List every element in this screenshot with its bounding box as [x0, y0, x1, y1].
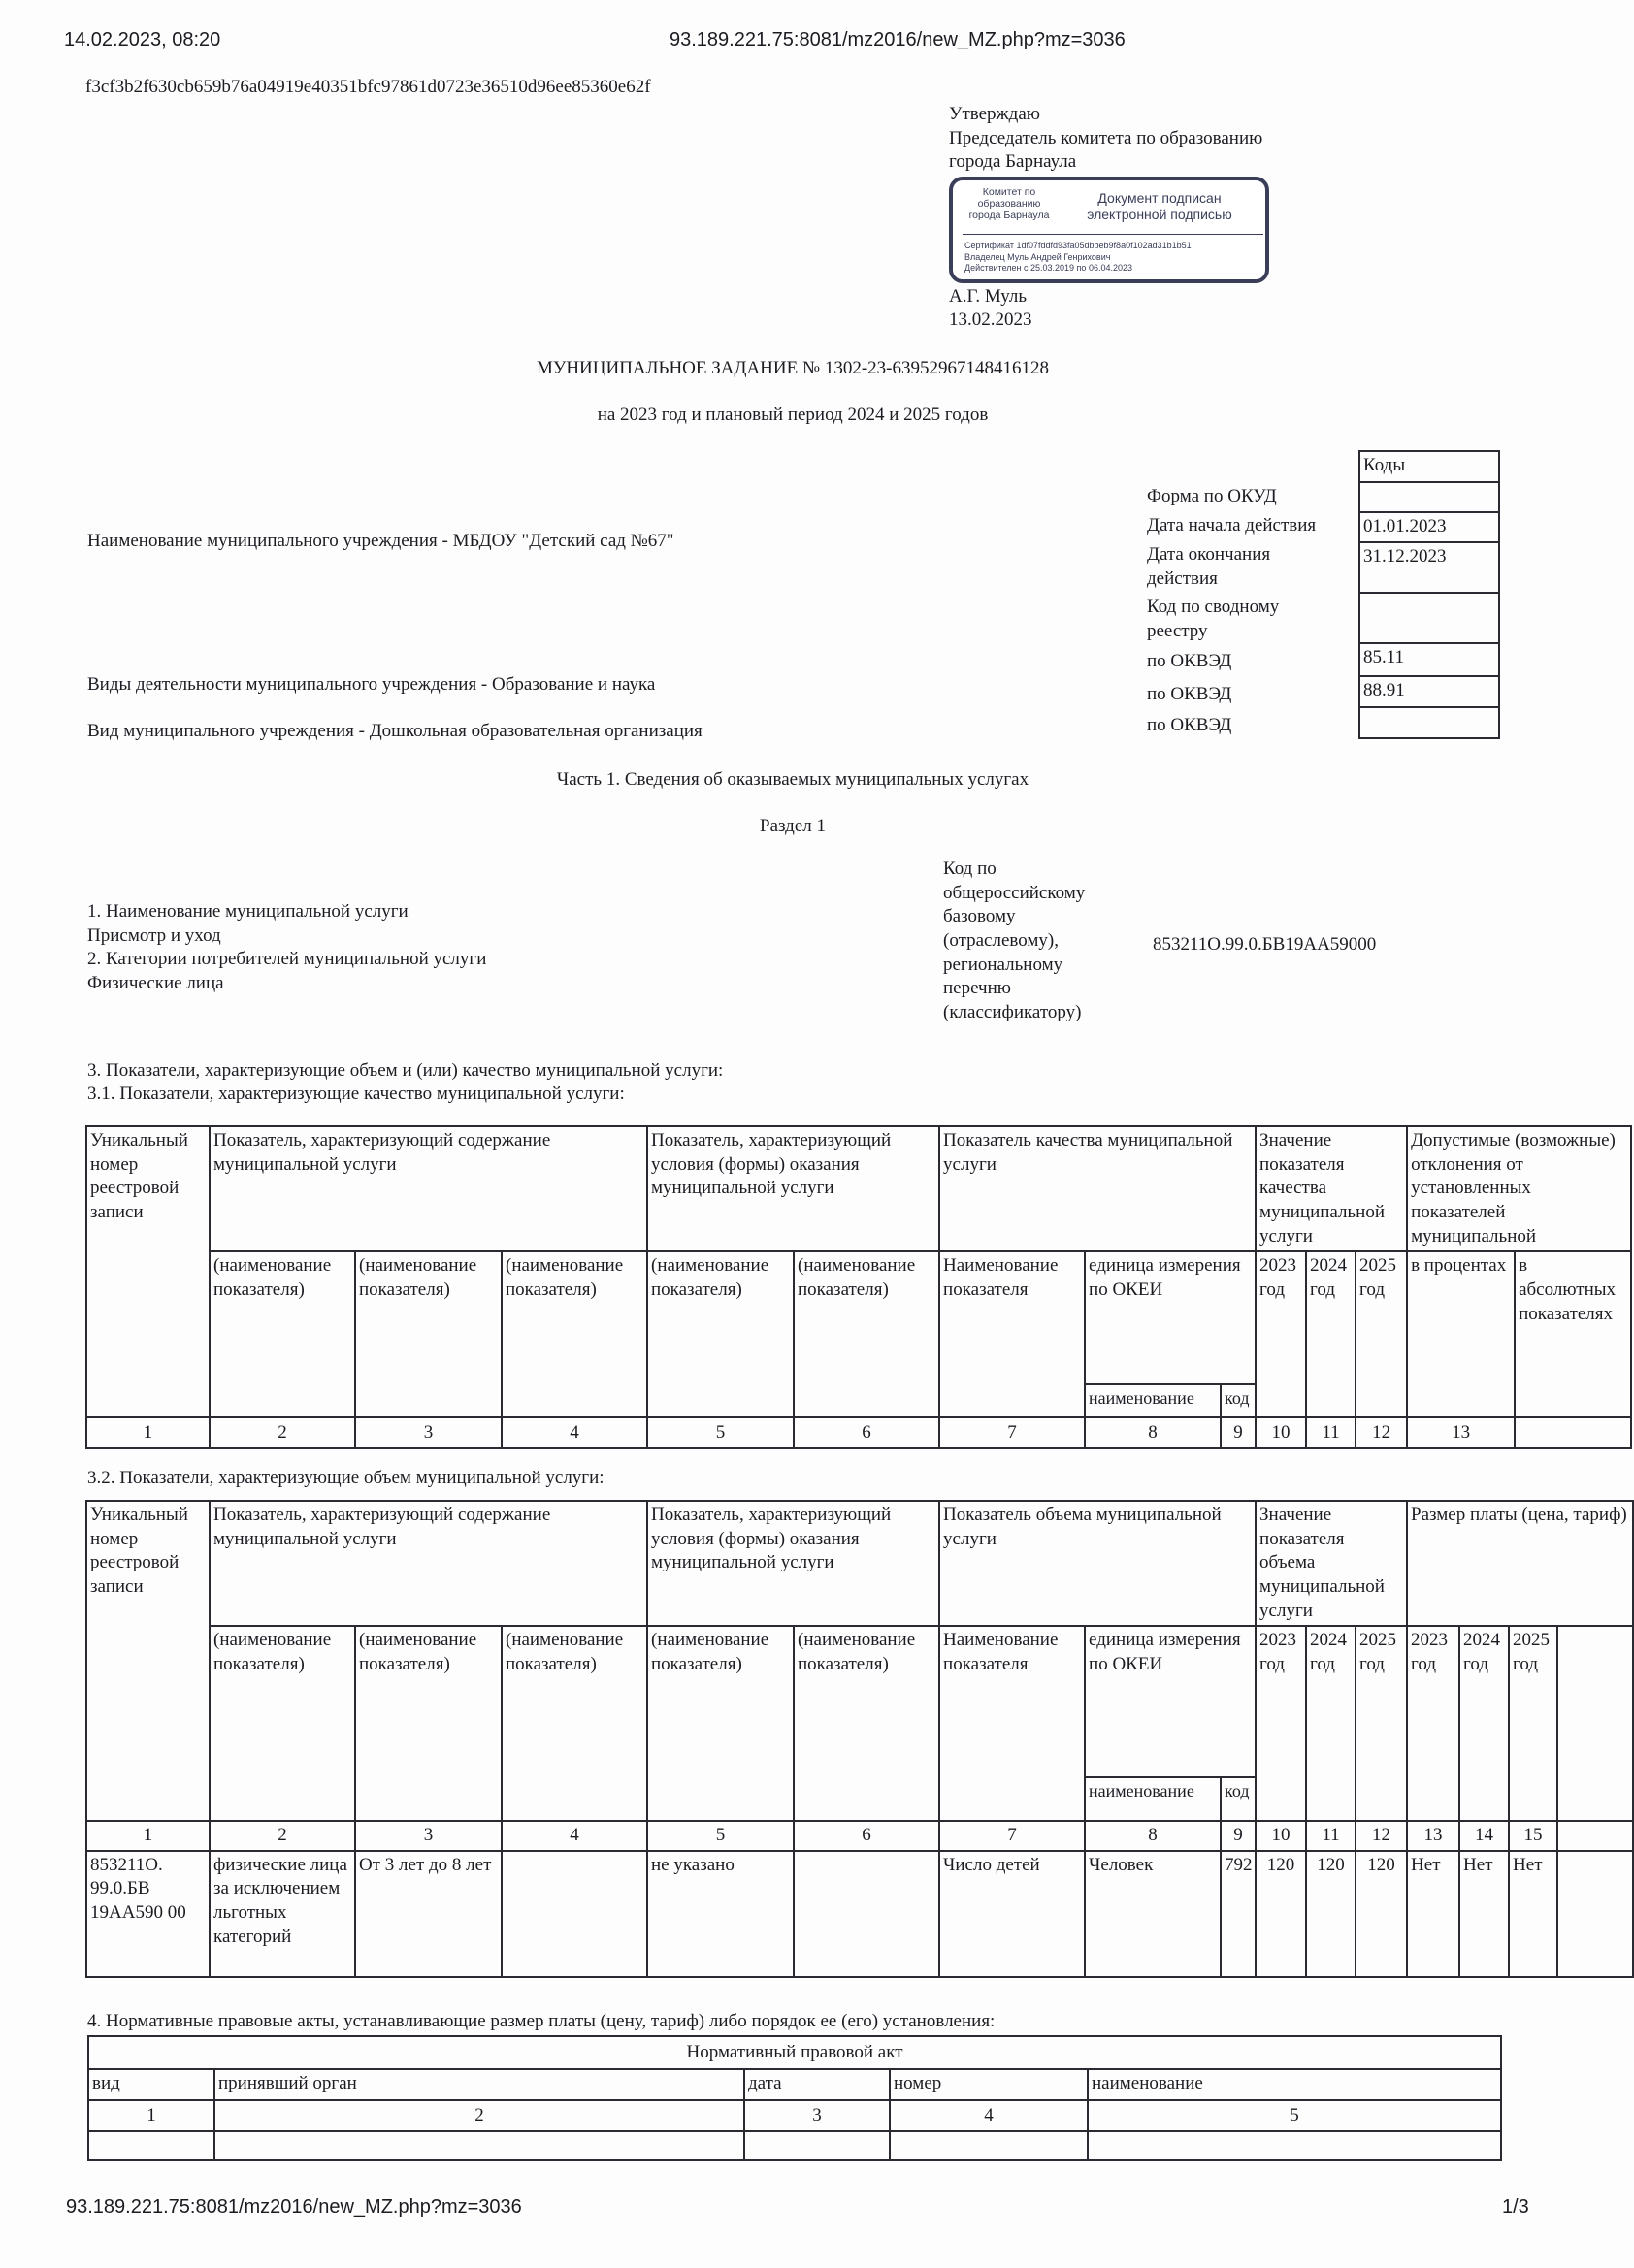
q-num-11: 11 — [1306, 1417, 1356, 1448]
q-col-value: Значение показателя качества муниципальной услуги — [1256, 1126, 1407, 1251]
v-row-condition2 — [794, 1851, 939, 1977]
q-unit: единица измерения по ОКЕИ — [1085, 1251, 1256, 1383]
volume-heading: 3.2. Показатели, характеризующие объем муниципальной услуги: — [87, 1468, 605, 1488]
legal-acts-heading: 4. Нормативные правовые акты, устанавливающие размер платы (цену, тариф) либо порядок ее (его) установления: — [87, 2011, 996, 2031]
v-num-4: 4 — [502, 1821, 647, 1851]
section-heading: Раздел 1 — [760, 816, 826, 836]
q-col-quality: Показатель качества муниципальной услуги — [939, 1126, 1256, 1251]
codes-label-okved2: по ОКВЭД — [1147, 684, 1232, 704]
q-sub-6: (наименование показателя) — [794, 1251, 939, 1417]
v-sub-6: (наименование показателя) — [794, 1626, 939, 1821]
codes-table — [1358, 450, 1500, 739]
legal-acts-table — [87, 2035, 1502, 2161]
legal-empty-2 — [214, 2131, 744, 2160]
q-num-10: 10 — [1256, 1417, 1306, 1448]
q-sub-4: (наименование показателя) — [502, 1251, 647, 1417]
document-hash: f3cf3b2f630cb659b76a04919e40351bfc97861d0723e36510d96ee85360e62f — [85, 77, 651, 97]
institution-name: Наименование муниципального учреждения - МБДОУ "Детский сад №67" — [87, 531, 674, 551]
v-price-2024: 2024 год — [1459, 1626, 1509, 1821]
v-row-condition1: не указано — [647, 1851, 794, 1977]
v-col-content: Показатель, характеризующий содержание муниципальной услуги — [210, 1501, 647, 1626]
service-info — [87, 900, 864, 996]
v-col-price: Размер платы (цена, тариф) — [1407, 1501, 1633, 1626]
legal-empty-3 — [744, 2131, 890, 2160]
stamp-org-line2: образованию — [977, 198, 1041, 211]
part1-heading: Часть 1. Сведения об оказываемых муниципальных услугах — [556, 769, 1029, 790]
v-num-9: 9 — [1221, 1821, 1256, 1851]
q-col-conditions: Показатель, характеризующий условия (формы) оказания муниципальной услуги — [647, 1126, 939, 1251]
approval-line1: Утверждаю — [949, 104, 1040, 124]
v-row-unit-code: 792 — [1221, 1851, 1256, 1977]
v-row-price-2025: Нет — [1509, 1851, 1557, 1977]
v-col-volume: Показатель объема муниципальной услуги — [939, 1501, 1256, 1626]
v-num-12: 12 — [1356, 1821, 1407, 1851]
legal-col-type: вид — [88, 2069, 214, 2100]
print-datetime: 14.02.2023, 08:20 — [64, 29, 221, 50]
stamp-org-line3: города Барнаула — [968, 210, 1050, 222]
codes-okved3-value — [1359, 707, 1499, 738]
q-num-4: 4 — [502, 1417, 647, 1448]
q-num-1: 1 — [86, 1417, 210, 1448]
approval-block — [949, 103, 1356, 175]
print-url: 93.189.221.75:8081/mz2016/new_MZ.php?mz=3036 — [670, 29, 1126, 50]
v-price-2023: 2023 год — [1407, 1626, 1459, 1821]
approval-line3: города Барнаула — [949, 151, 1077, 173]
v-num-11: 11 — [1306, 1821, 1356, 1851]
v-num-2: 2 — [210, 1821, 355, 1851]
v-num-3: 3 — [355, 1821, 502, 1851]
institution-type: Вид муниципального учреждения - Дошкольная образовательная организация — [87, 721, 703, 741]
document-title: МУНИЦИПАЛЬНОЕ ЗАДАНИЕ № 1302-23-63952967148416128 — [536, 358, 1050, 378]
v-year-2025: 2025 год — [1356, 1626, 1407, 1821]
codes-start-value: 01.01.2023 — [1359, 512, 1499, 542]
codes-label-okved1: по ОКВЭД — [1147, 651, 1232, 671]
v-unit-code: код — [1221, 1777, 1256, 1821]
v-price-2025: 2025 год — [1509, 1626, 1557, 1821]
v-num-6: 6 — [794, 1821, 939, 1851]
q-sub-3: (наименование показателя) — [355, 1251, 502, 1417]
codes-label-okved3: по ОКВЭД — [1147, 715, 1232, 735]
v-row-price-2023: Нет — [1407, 1851, 1459, 1977]
legal-col-authority: принявший орган — [214, 2069, 744, 2100]
v-num-13: 13 — [1407, 1821, 1459, 1851]
codes-end-value: 31.12.2023 — [1359, 542, 1499, 593]
v-row-2023: 120 — [1256, 1851, 1306, 1977]
quality-heading: 3.1. Показатели, характеризующие качество муниципальной услуги: — [87, 1084, 625, 1104]
codes-okved2-value: 88.91 — [1359, 676, 1499, 707]
v-row-price-extra — [1557, 1851, 1633, 1977]
q-num-3: 3 — [355, 1417, 502, 1448]
q-num-13: 13 — [1407, 1417, 1515, 1448]
v-num-5: 5 — [647, 1821, 794, 1851]
volume-table-clip — [85, 1500, 1627, 1993]
stamp-signed-line2: электронной подписью — [1087, 206, 1232, 222]
v-col-conditions: Показатель, характеризующий условия (формы) оказания муниципальной услуги — [647, 1501, 939, 1626]
v-num-15: 15 — [1509, 1821, 1557, 1851]
approval-line2: Председатель комитета по образованию — [949, 127, 1263, 148]
approval-date: 13.02.2023 — [949, 309, 1032, 330]
codes-label-end: Дата окончания действия — [1147, 544, 1271, 589]
electronic-signature-stamp — [949, 177, 1269, 283]
q-num-5: 5 — [647, 1417, 794, 1448]
q-year-2025: 2025 год — [1356, 1251, 1407, 1417]
q-col-content: Показатель, характеризующий содержание муниципальной услуги — [210, 1126, 647, 1251]
codes-okud-value — [1359, 482, 1499, 512]
v-num-1: 1 — [86, 1821, 210, 1851]
codes-label-start: Дата начала действия — [1147, 515, 1317, 535]
q-year-2024: 2024 год — [1306, 1251, 1356, 1417]
v-year-2024: 2024 год — [1306, 1626, 1356, 1821]
v-row-content3 — [502, 1851, 647, 1977]
v-row-unit-name: Человек — [1085, 1851, 1221, 1977]
codes-okved1-value: 85.11 — [1359, 643, 1499, 676]
v-sub-4: (наименование показателя) — [502, 1626, 647, 1821]
volume-table — [85, 1500, 1634, 1978]
legal-col-name: наименование — [1088, 2069, 1501, 2100]
v-year-2023: 2023 год — [1256, 1626, 1306, 1821]
q-absolute: в абсолютных показателях — [1515, 1251, 1631, 1417]
v-num-8: 8 — [1085, 1821, 1221, 1851]
v-row-2025: 120 — [1356, 1851, 1407, 1977]
v-row-2024: 120 — [1306, 1851, 1356, 1977]
v-sub-2: (наименование показателя) — [210, 1626, 355, 1821]
stamp-org-line1: Комитет по — [982, 186, 1036, 198]
q-unit-name: наименование — [1085, 1384, 1221, 1418]
q-percent: в процентах — [1407, 1251, 1515, 1417]
q-num-6: 6 — [794, 1417, 939, 1448]
stamp-signed-line1: Документ подписан — [1097, 190, 1222, 206]
legal-empty-5 — [1088, 2131, 1501, 2160]
legal-num-3: 3 — [744, 2100, 890, 2131]
footer-url: 93.189.221.75:8081/mz2016/new_MZ.php?mz=3036 — [66, 2196, 522, 2218]
v-sub-3: (наименование показателя) — [355, 1626, 502, 1821]
q-year-2023: 2023 год — [1256, 1251, 1306, 1417]
institution-activities: Виды деятельности муниципального учреждения - Образование и наука — [87, 674, 656, 695]
consumer-category: Физические лица — [87, 973, 224, 994]
v-row-id: 853211О. 99.0.БВ 19АА590 00 — [86, 1851, 210, 1977]
v-col-unique-number: Уникальный номер реестровой записи — [86, 1501, 210, 1821]
v-num-16 — [1557, 1821, 1633, 1851]
v-sub-5: (наименование показателя) — [647, 1626, 794, 1821]
codes-label-registry: Код по сводному реестру — [1147, 597, 1280, 641]
stamp-certificate: Сертификат 1df07fddfd93fa05dbbeb9f8a0f102ad31b1b51 — [964, 241, 1192, 250]
stamp-owner: Владелец Муль Андрей Генрихович — [964, 251, 1111, 262]
legal-col-date: дата — [744, 2069, 890, 2100]
codes-registry-value — [1359, 593, 1499, 643]
service-code-value: 853211О.99.0.БВ19АА59000 — [1153, 934, 1377, 955]
v-row-price-2024: Нет — [1459, 1851, 1509, 1977]
legal-acts-title: Нормативный правовой акт — [88, 2036, 1501, 2069]
v-num-10: 10 — [1256, 1821, 1306, 1851]
v-unit-name: наименование — [1085, 1777, 1221, 1821]
legal-col-number: номер — [890, 2069, 1088, 2100]
q-num-7: 7 — [939, 1417, 1085, 1448]
v-num-7: 7 — [939, 1821, 1085, 1851]
v-num-14: 14 — [1459, 1821, 1509, 1851]
consumer-category-label: 2. Категории потребителей муниципальной услуги — [87, 949, 487, 970]
v-row-content1: физические лица за исключением льготных категорий — [210, 1851, 355, 1977]
v-unit: единица измерения по ОКЕИ — [1085, 1626, 1256, 1777]
v-row-content2: От 3 лет до 8 лет — [355, 1851, 502, 1977]
legal-num-4: 4 — [890, 2100, 1088, 2131]
legal-num-2: 2 — [214, 2100, 744, 2131]
q-sub-5: (наименование показателя) — [647, 1251, 794, 1417]
q-col-unique-number: Уникальный номер реестровой записи — [86, 1126, 210, 1417]
q-num-14 — [1515, 1417, 1631, 1448]
service-name-label: 1. Наименование муниципальной услуги — [87, 901, 408, 922]
v-row-indicator: Число детей — [939, 1851, 1085, 1977]
page-number: 1/3 — [1502, 2196, 1529, 2218]
q-unit-code: код — [1221, 1384, 1256, 1418]
document-subtitle: на 2023 год и плановый период 2024 и 2025 годов — [597, 405, 989, 425]
v-col-value: Значение показателя объема муниципальной услуги — [1256, 1501, 1407, 1626]
indicators-heading: 3. Показатели, характеризующие объем и (или) качество муниципальной услуги: — [87, 1060, 724, 1081]
codes-header: Коды — [1359, 451, 1499, 482]
service-name: Присмотр и уход — [87, 924, 221, 946]
quality-table-clip — [85, 1125, 1617, 1455]
q-num-12: 12 — [1356, 1417, 1407, 1448]
q-sub-2: (наименование показателя) — [210, 1251, 355, 1417]
approval-signer: А.Г. Муль — [949, 286, 1028, 307]
service-code-label: Код по общероссийскому базовому (отраслевому), региональному перечню (классификатору) — [943, 859, 1086, 1023]
codes-label-okud: Форма по ОКУД — [1147, 486, 1277, 506]
v-price-extra — [1557, 1626, 1633, 1821]
legal-num-5: 5 — [1088, 2100, 1501, 2131]
q-num-9: 9 — [1221, 1417, 1256, 1448]
q-num-2: 2 — [210, 1417, 355, 1448]
q-ind-name: Наименование показателя — [939, 1251, 1085, 1417]
legal-num-1: 1 — [88, 2100, 214, 2131]
q-num-8: 8 — [1085, 1417, 1221, 1448]
stamp-validity: Действителен с 25.03.2019 по 06.04.2023 — [964, 263, 1132, 274]
quality-table — [85, 1125, 1632, 1449]
q-col-deviation: Допустимые (возможные) отклонения от установленных показателей муниципальной — [1407, 1126, 1631, 1251]
legal-empty-1 — [88, 2131, 214, 2160]
v-ind-name: Наименование показателя — [939, 1626, 1085, 1821]
legal-empty-4 — [890, 2131, 1088, 2160]
